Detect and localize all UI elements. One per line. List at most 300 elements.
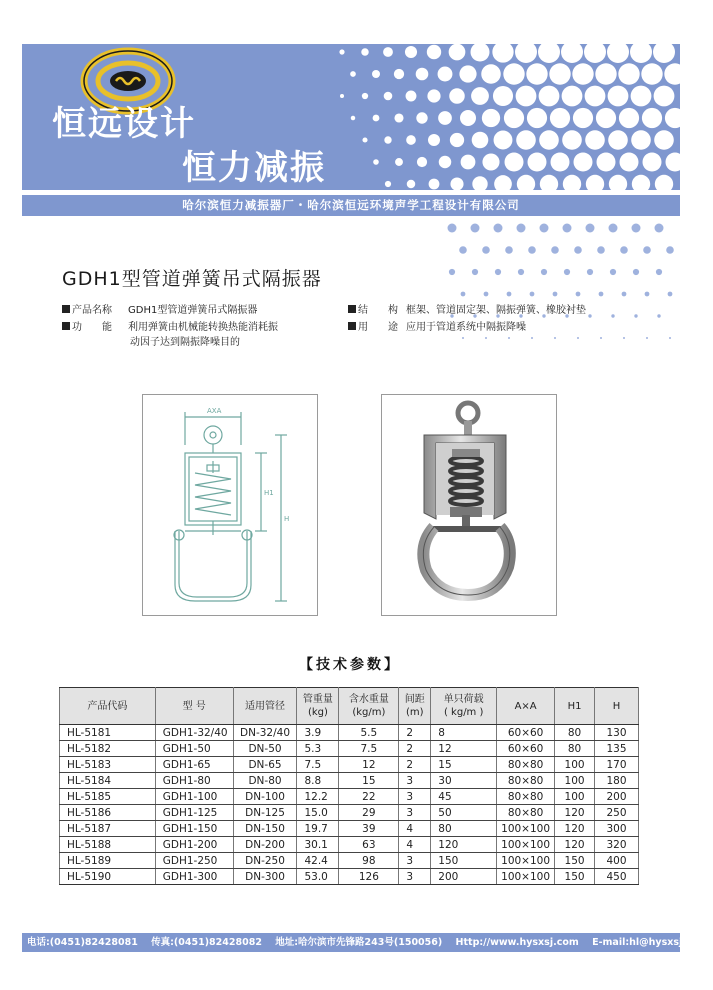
decor-dot	[461, 155, 476, 170]
decor-dot	[551, 246, 559, 254]
decor-dot	[631, 86, 652, 107]
cell-code: HL-5184	[60, 773, 156, 789]
header-spacing: 间距 (m)	[399, 688, 431, 725]
cell-h1: 120	[555, 821, 595, 837]
decor-dot	[372, 70, 380, 78]
decor-dot	[383, 47, 393, 57]
product-name-line	[62, 303, 257, 318]
cell-model: GDH1-200	[155, 837, 233, 853]
decor-dot	[481, 64, 501, 84]
decor-dot	[427, 89, 440, 102]
header-h1: H1	[555, 688, 595, 725]
decor-dot	[448, 224, 457, 233]
decor-dot	[576, 292, 581, 297]
cell-h1: 120	[555, 837, 595, 853]
cell-load: 80	[431, 821, 497, 837]
decor-dot	[462, 337, 464, 339]
cell-water: 29	[339, 805, 399, 821]
cell-axa: 80×80	[497, 757, 555, 773]
cell-h: 250	[595, 805, 639, 821]
header-pipe: 适用管径	[233, 688, 297, 725]
decor-dot	[385, 181, 391, 187]
cell-pipe: DN-125	[233, 805, 297, 821]
bullet-square-icon	[348, 305, 356, 313]
decor-dot	[641, 63, 662, 84]
product-photo	[381, 394, 557, 616]
decor-dot	[631, 130, 651, 150]
decor-dot	[516, 130, 536, 150]
cell-axa: 60×60	[497, 741, 555, 757]
decor-dot	[654, 86, 675, 107]
decor-dot	[561, 41, 583, 63]
decor-dot	[449, 88, 465, 104]
cell-load: 150	[431, 853, 497, 869]
decor-dot	[339, 49, 344, 54]
cell-spacing: 2	[399, 725, 431, 741]
decor-dot	[449, 269, 455, 275]
decor-dot	[504, 108, 524, 128]
decor-dot	[551, 153, 570, 172]
params-table	[59, 687, 639, 885]
dim-h1-label: H1	[264, 489, 274, 497]
decor-dot	[666, 153, 685, 172]
decor-dot	[515, 41, 537, 63]
decor-dot	[665, 108, 685, 128]
header-code: 产品代码	[60, 688, 156, 725]
decor-dot	[471, 224, 480, 233]
cell-axa: 100×100	[497, 869, 555, 885]
decor-dot	[584, 41, 606, 63]
cell-water: 7.5	[339, 741, 399, 757]
decor-dot	[588, 314, 591, 317]
cell-model: GDH1-100	[155, 789, 233, 805]
decor-dot	[597, 153, 616, 172]
cell-model: GDH1-250	[155, 853, 233, 869]
cell-water: 12	[339, 757, 399, 773]
slogan-line-2: 恒力减振	[182, 148, 326, 188]
structure-label: 结 构	[358, 305, 398, 316]
decor-dot	[564, 269, 570, 275]
decor-dot	[577, 337, 579, 339]
decor-dot	[642, 108, 662, 128]
cell-h: 300	[595, 821, 639, 837]
cell-axa: 80×80	[497, 805, 555, 821]
decor-dot	[646, 337, 648, 339]
cell-spacing: 3	[399, 853, 431, 869]
product-name-value: GDH1型管道弹簧吊式隔振器	[128, 305, 258, 316]
decor-dot	[563, 175, 581, 193]
table-row	[60, 821, 639, 837]
decor-dot	[623, 337, 625, 339]
decor-dot	[620, 153, 639, 172]
decor-dot	[657, 314, 660, 317]
cell-spacing: 4	[399, 821, 431, 837]
cell-load: 8	[431, 725, 497, 741]
decor-dot	[429, 179, 440, 190]
decor-dot	[597, 246, 605, 254]
decor-dot	[362, 93, 368, 99]
cell-pipe: DN-80	[233, 773, 297, 789]
cell-h: 320	[595, 837, 639, 853]
decor-dot	[351, 116, 356, 121]
cell-h1: 100	[555, 757, 595, 773]
decor-dot	[595, 63, 616, 84]
cell-spacing: 3	[399, 789, 431, 805]
cell-axa: 100×100	[497, 837, 555, 853]
decor-dot	[600, 337, 602, 339]
function-label: 功 能	[72, 322, 112, 333]
decor-dot	[609, 175, 627, 193]
function-line-2	[130, 335, 240, 350]
decor-dot	[528, 246, 536, 254]
cell-h1: 80	[555, 725, 595, 741]
decor-dot	[427, 45, 441, 59]
cell-code: HL-5182	[60, 741, 156, 757]
footer-email-link[interactable]: E-mail:hl@hysxsj.com	[592, 937, 708, 948]
cell-weight: 19.7	[297, 821, 339, 837]
cell-h1: 100	[555, 773, 595, 789]
decor-dot	[459, 65, 476, 82]
decor-dot	[553, 292, 558, 297]
decor-dot	[527, 108, 547, 128]
decor-dot	[492, 41, 513, 62]
decor-dot	[407, 180, 416, 189]
slogan-line-1: 恒远设计	[52, 104, 196, 144]
decor-dot	[530, 292, 535, 297]
table-row	[60, 741, 639, 757]
cell-load: 12	[431, 741, 497, 757]
decor-dot	[417, 157, 427, 167]
cell-water: 15	[339, 773, 399, 789]
decor-dot	[611, 314, 614, 317]
cell-code: HL-5188	[60, 837, 156, 853]
cell-model: GDH1-300	[155, 869, 233, 885]
decor-dot	[450, 177, 463, 190]
decor-dot	[493, 86, 513, 106]
decor-dot	[619, 108, 639, 128]
decor-dot	[634, 314, 637, 317]
bullet-square-icon	[348, 322, 356, 330]
decor-dot	[505, 246, 513, 254]
decor-dot	[394, 69, 404, 79]
cell-h: 450	[595, 869, 639, 885]
header-h: H	[595, 688, 639, 725]
decor-dot	[461, 292, 466, 297]
cell-pipe: DN-100	[233, 789, 297, 805]
cell-weight: 5.3	[297, 741, 339, 757]
decor-dot	[495, 269, 501, 275]
decor-dot	[472, 132, 489, 149]
header-water: 含水重量 (kg/m)	[339, 688, 399, 725]
cell-code: HL-5181	[60, 725, 156, 741]
decor-dot	[416, 68, 429, 81]
cell-load: 50	[431, 805, 497, 821]
decor-dot	[361, 48, 369, 56]
cell-code: HL-5190	[60, 869, 156, 885]
cell-water: 22	[339, 789, 399, 805]
cell-water: 126	[339, 869, 399, 885]
decor-dot	[471, 43, 490, 62]
decor-dot	[362, 137, 367, 142]
cell-h1: 150	[555, 869, 595, 885]
decor-dot	[653, 41, 675, 63]
cell-model: GDH1-150	[155, 821, 233, 837]
decor-dot	[554, 337, 556, 339]
cell-model: GDH1-65	[155, 757, 233, 773]
decor-dot	[373, 115, 380, 122]
decor-dot	[668, 292, 673, 297]
header-banner	[22, 44, 680, 190]
decor-dot	[666, 246, 674, 254]
decor-dot	[562, 130, 582, 150]
cell-h1: 80	[555, 741, 595, 757]
cell-pipe: DN-65	[233, 757, 297, 773]
cell-weight: 15.0	[297, 805, 339, 821]
hanger-schematic	[143, 395, 317, 615]
table-row	[60, 853, 639, 869]
decor-dot	[482, 109, 500, 127]
table-row	[60, 789, 639, 805]
header-model: 型 号	[155, 688, 233, 725]
cell-load: 200	[431, 869, 497, 885]
cell-spacing: 4	[399, 837, 431, 853]
decor-dot	[608, 130, 628, 150]
decor-dot	[350, 71, 356, 77]
decor-dot	[573, 108, 593, 128]
decor-dot	[539, 130, 559, 150]
decor-dot	[494, 175, 512, 193]
decor-dot	[618, 63, 639, 84]
decor-dot	[574, 153, 593, 172]
decor-dot	[540, 175, 558, 193]
cell-weight: 12.2	[297, 789, 339, 805]
cell-axa: 100×100	[497, 821, 555, 837]
cell-spacing: 3	[399, 773, 431, 789]
decor-dot	[384, 136, 391, 143]
dim-h-label: H	[284, 515, 290, 523]
cell-weight: 3.9	[297, 725, 339, 741]
usage-line	[348, 320, 526, 335]
decor-dot	[484, 292, 489, 297]
structure-value: 框架、管道固定架、隔振弹簧、橡胶衬垫	[406, 305, 586, 316]
decor-dot	[516, 86, 537, 107]
decor-dot	[438, 67, 453, 82]
decor-dot	[549, 63, 570, 84]
decor-dot	[643, 246, 651, 254]
cell-spacing: 3	[399, 869, 431, 885]
header-axa: A×A	[497, 688, 555, 725]
table-row	[60, 757, 639, 773]
contact-footer	[22, 933, 708, 952]
cell-h: 400	[595, 853, 639, 869]
decor-dot	[596, 108, 616, 128]
cell-water: 39	[339, 821, 399, 837]
cell-code: HL-5186	[60, 805, 156, 821]
decor-dot	[632, 224, 641, 233]
decor-dot	[620, 246, 628, 254]
decor-dot	[550, 108, 570, 128]
decor-dot	[460, 110, 476, 126]
decor-dot	[494, 131, 513, 150]
bullet-square-icon	[62, 305, 70, 313]
decor-dot	[622, 292, 627, 297]
table-row	[60, 725, 639, 741]
function-value-1: 利用弹簧由机械能转换热能消耗振	[128, 322, 278, 333]
decor-dot	[405, 46, 417, 58]
decor-dot	[482, 246, 490, 254]
decor-dot	[610, 269, 616, 275]
dim-axa-label: AXA	[207, 407, 222, 415]
cell-water: 5.5	[339, 725, 399, 741]
table-row	[60, 773, 639, 789]
cell-h1: 100	[555, 789, 595, 805]
decor-dot	[394, 113, 403, 122]
decor-dot	[586, 175, 604, 193]
decor-dot	[654, 130, 674, 150]
table-row	[60, 869, 639, 885]
decor-dot	[587, 269, 593, 275]
decor-dot	[609, 224, 618, 233]
decor-dot	[526, 63, 547, 84]
cell-load: 120	[431, 837, 497, 853]
decor-dot	[485, 337, 487, 339]
decor-dot	[472, 269, 478, 275]
decor-dot	[517, 175, 535, 193]
decor-dot	[669, 337, 671, 339]
cell-axa: 60×60	[497, 725, 555, 741]
usage-label: 用 途	[358, 322, 398, 333]
cell-h: 130	[595, 725, 639, 741]
cell-code: HL-5189	[60, 853, 156, 869]
cell-model: GDH1-50	[155, 741, 233, 757]
decor-dot	[655, 175, 673, 193]
decor-dot	[494, 224, 503, 233]
cell-model: GDH1-32/40	[155, 725, 233, 741]
decor-dot	[517, 224, 526, 233]
cell-spacing: 3	[399, 805, 431, 821]
params-section-title: 【技术参数】	[299, 657, 401, 673]
table-row	[60, 837, 639, 853]
cell-h: 180	[595, 773, 639, 789]
product-title: GDH1型管道弹簧吊式隔振器	[62, 268, 322, 290]
cell-water: 98	[339, 853, 399, 869]
cell-load: 30	[431, 773, 497, 789]
cell-weight: 8.8	[297, 773, 339, 789]
header-weight: 管重量 (kg)	[297, 688, 339, 725]
decor-dot	[459, 246, 467, 254]
cell-spacing: 2	[399, 741, 431, 757]
cell-pipe: DN-250	[233, 853, 297, 869]
function-line	[62, 320, 278, 335]
cell-pipe: DN-32/40	[233, 725, 297, 741]
decor-dot	[438, 111, 452, 125]
cell-load: 45	[431, 789, 497, 805]
decor-dot	[664, 63, 685, 84]
decor-dot	[538, 41, 560, 63]
decor-dot	[416, 112, 427, 123]
table-row	[60, 805, 639, 821]
cell-model: GDH1-125	[155, 805, 233, 821]
decor-dot	[562, 86, 583, 107]
decor-dot	[540, 224, 549, 233]
cell-code: HL-5187	[60, 821, 156, 837]
decor-dot	[518, 269, 524, 275]
decor-dot	[472, 176, 487, 191]
decor-dot	[632, 175, 650, 193]
hanger-photo-illustration	[382, 395, 556, 615]
technical-drawing	[142, 394, 318, 616]
decor-dot	[428, 134, 440, 146]
header-load: 单只荷载 ( kg/m )	[431, 688, 497, 725]
footer-phone: 电话:(0451)82428081	[27, 937, 138, 948]
decor-dot	[531, 337, 533, 339]
decor-dot	[395, 158, 403, 166]
usage-value: 应用于管道系统中隔振降噪	[406, 322, 526, 333]
decor-dot	[449, 44, 466, 61]
decor-dot	[450, 133, 464, 147]
cell-weight: 53.0	[297, 869, 339, 885]
cell-pipe: DN-50	[233, 741, 297, 757]
cell-h: 170	[595, 757, 639, 773]
product-name-label: 产品名称	[72, 305, 112, 316]
footer-address: 地址:哈尔滨市先锋路243号(150056)	[275, 937, 443, 948]
decor-dot	[574, 246, 582, 254]
decor-dot	[643, 153, 662, 172]
decor-dot	[655, 224, 664, 233]
bullet-square-icon	[62, 322, 70, 330]
decor-dot	[633, 269, 639, 275]
cell-water: 63	[339, 837, 399, 853]
cell-h: 135	[595, 741, 639, 757]
decor-dot	[585, 86, 606, 107]
decor-dot	[340, 94, 344, 98]
fading-dot-pattern	[440, 218, 680, 358]
footer-fax: 传真:(0451)82428082	[151, 937, 262, 948]
decor-dot	[482, 153, 499, 170]
decor-dot	[505, 153, 524, 172]
decor-dot	[539, 86, 560, 107]
decor-dot	[508, 337, 510, 339]
decor-dot	[563, 224, 572, 233]
decor-dot	[656, 269, 662, 275]
company-name-bar: 哈尔滨恒力减振器厂・哈尔滨恒远环境声学工程设计有限公司	[22, 195, 680, 216]
footer-website-link[interactable]: Http://www.hysxsj.com	[455, 937, 579, 948]
cell-pipe: DN-200	[233, 837, 297, 853]
decor-dot	[607, 41, 629, 63]
structure-line	[348, 303, 586, 318]
cell-pipe: DN-300	[233, 869, 297, 885]
cell-axa: 80×80	[497, 773, 555, 789]
cell-code: HL-5185	[60, 789, 156, 805]
cell-weight: 7.5	[297, 757, 339, 773]
cell-h1: 150	[555, 853, 595, 869]
cell-axa: 100×100	[497, 853, 555, 869]
decor-dot	[503, 63, 524, 84]
decor-dot	[572, 63, 593, 84]
decor-dot	[586, 224, 595, 233]
decor-dot	[541, 269, 547, 275]
function-value-2: 动因子达到隔振降噪目的	[130, 337, 240, 348]
decor-dot	[645, 292, 650, 297]
decor-dot	[439, 156, 452, 169]
decor-dot	[373, 159, 379, 165]
cell-code: HL-5183	[60, 757, 156, 773]
cell-weight: 42.4	[297, 853, 339, 869]
decor-dot	[384, 92, 393, 101]
decor-dot	[528, 153, 547, 172]
cell-h1: 120	[555, 805, 595, 821]
cell-weight: 30.1	[297, 837, 339, 853]
